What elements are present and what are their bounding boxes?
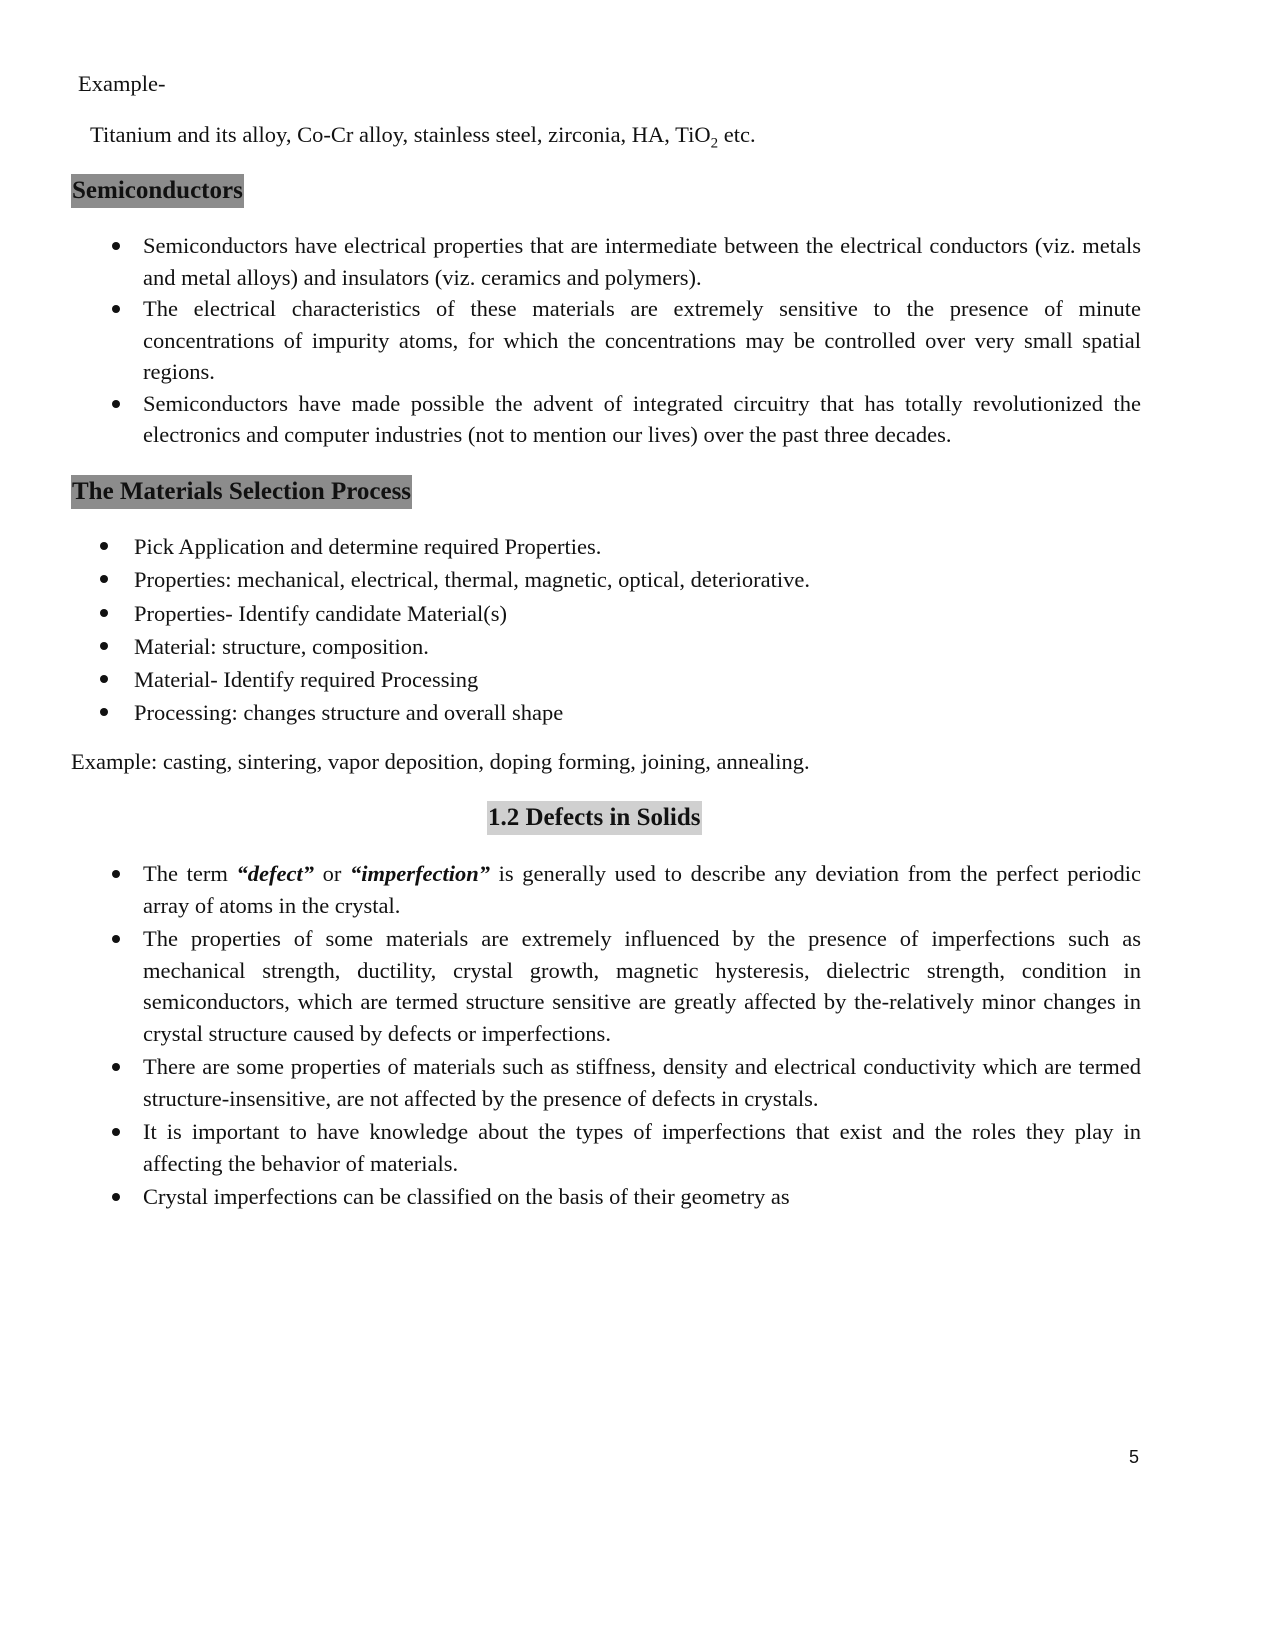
- list-item: [71, 630, 1141, 663]
- defects-list: [71, 858, 1141, 1213]
- list-item: [71, 293, 1141, 388]
- section-heading-semiconductors: Semiconductors: [71, 174, 244, 208]
- example-materials-suffix: etc.: [718, 122, 756, 147]
- list-item-text: The electrical characteristics of these materials are extremely sensitive to the presence of minute concentrations of impurity atoms, for which the concentrations may be controlled over very small spatial regions.: [143, 296, 1141, 384]
- bullet-icon: [100, 675, 108, 683]
- selection-process-example: Example: casting, sintering, vapor deposition, doping forming, joining, annealing.: [71, 749, 810, 774]
- bullet-icon: [112, 400, 120, 408]
- list-item-text: Crystal imperfections can be classified on the basis of their geometry as: [143, 1184, 790, 1209]
- defect-term-middle: or: [313, 861, 350, 886]
- bullet-icon: [112, 1128, 120, 1136]
- list-item-text: Semiconductors have electrical properties that are intermediate between the electrical conductors (viz. metals and metal alloys) and insulators (viz. ceramics and polymers).: [143, 233, 1141, 290]
- bullet-icon: [112, 1063, 120, 1071]
- subscript: 2: [710, 135, 719, 152]
- selection-process-list: [71, 530, 1141, 730]
- bullet-icon: [100, 542, 108, 550]
- list-item-text: Semiconductors have made possible the advent of integrated circuitry that has totally revolutionized the electronics and computer industries (not to mention our lives) over the past three decades.: [143, 390, 1141, 447]
- defect-term-after: is generally used to describe any deviation from the perfect periodic array of atoms in the crystal.: [143, 861, 1141, 918]
- list-item: [71, 1116, 1141, 1179]
- semiconductors-list: [71, 230, 1141, 451]
- defect-term: “defect”: [236, 861, 314, 886]
- list-item-text: There are some properties of materials such as stiffness, density and electrical conductivity which are termed structure-insensitive, are not affected by the presence of defects in crystals.: [143, 1054, 1141, 1111]
- list-item: [71, 858, 1141, 921]
- example-materials-text: Titanium and its alloy, Co-Cr alloy, stainless steel, zirconia, HA, TiO: [90, 122, 711, 147]
- section-heading-selection-process: The Materials Selection Process: [71, 475, 412, 509]
- section-heading-defects: 1.2 Defects in Solids: [487, 801, 702, 835]
- bullet-icon: [112, 935, 120, 943]
- example-label: Example-: [78, 71, 166, 96]
- list-item-text: Processing: changes structure and overall shape: [134, 700, 564, 726]
- list-item-text: Material: structure, composition.: [134, 633, 429, 659]
- list-item: [71, 1181, 1141, 1213]
- list-item: [71, 530, 1141, 563]
- list-item: [71, 388, 1141, 451]
- bullet-icon: [100, 575, 108, 583]
- list-item: [71, 1051, 1141, 1114]
- list-item: [71, 923, 1141, 1049]
- bullet-icon: [100, 642, 108, 650]
- list-item-text: Properties- Identify candidate Material(s): [134, 600, 507, 626]
- list-item: [71, 230, 1141, 293]
- bullet-icon: [112, 242, 120, 250]
- list-item-text: It is important to have knowledge about the types of imperfections that exist and the roles they play in affecting the behavior of materials.: [143, 1119, 1141, 1176]
- bullet-icon: [112, 1193, 120, 1201]
- list-item: [71, 696, 1141, 729]
- bullet-icon: [112, 305, 120, 313]
- example-materials: [90, 122, 756, 153]
- bullet-icon: [100, 609, 108, 617]
- bullet-icon: [112, 870, 120, 878]
- defect-term-before: The term: [143, 861, 237, 886]
- bullet-icon: [100, 708, 108, 716]
- list-item: [71, 563, 1141, 596]
- list-item-text: Material- Identify required Processing: [134, 667, 479, 693]
- imperfection-term: “imperfection”: [349, 861, 490, 886]
- list-item-text: The properties of some materials are extremely influenced by the presence of imperfections such as mechanical strength, ductility, crystal growth, magnetic hysteresis, dielectric strength, condition in semiconductors, which are termed structure sensitive are greatly affected by the-relatively minor changes in crystal structure caused by defects or imperfections.: [143, 926, 1141, 1046]
- list-item: [71, 663, 1141, 696]
- page-number: 5: [1129, 1447, 1140, 1467]
- list-item-text: Pick Application and determine required Properties.: [134, 534, 602, 559]
- list-item-text: Properties: mechanical, electrical, thermal, magnetic, optical, deteriorative.: [134, 567, 810, 593]
- list-item: [71, 597, 1141, 630]
